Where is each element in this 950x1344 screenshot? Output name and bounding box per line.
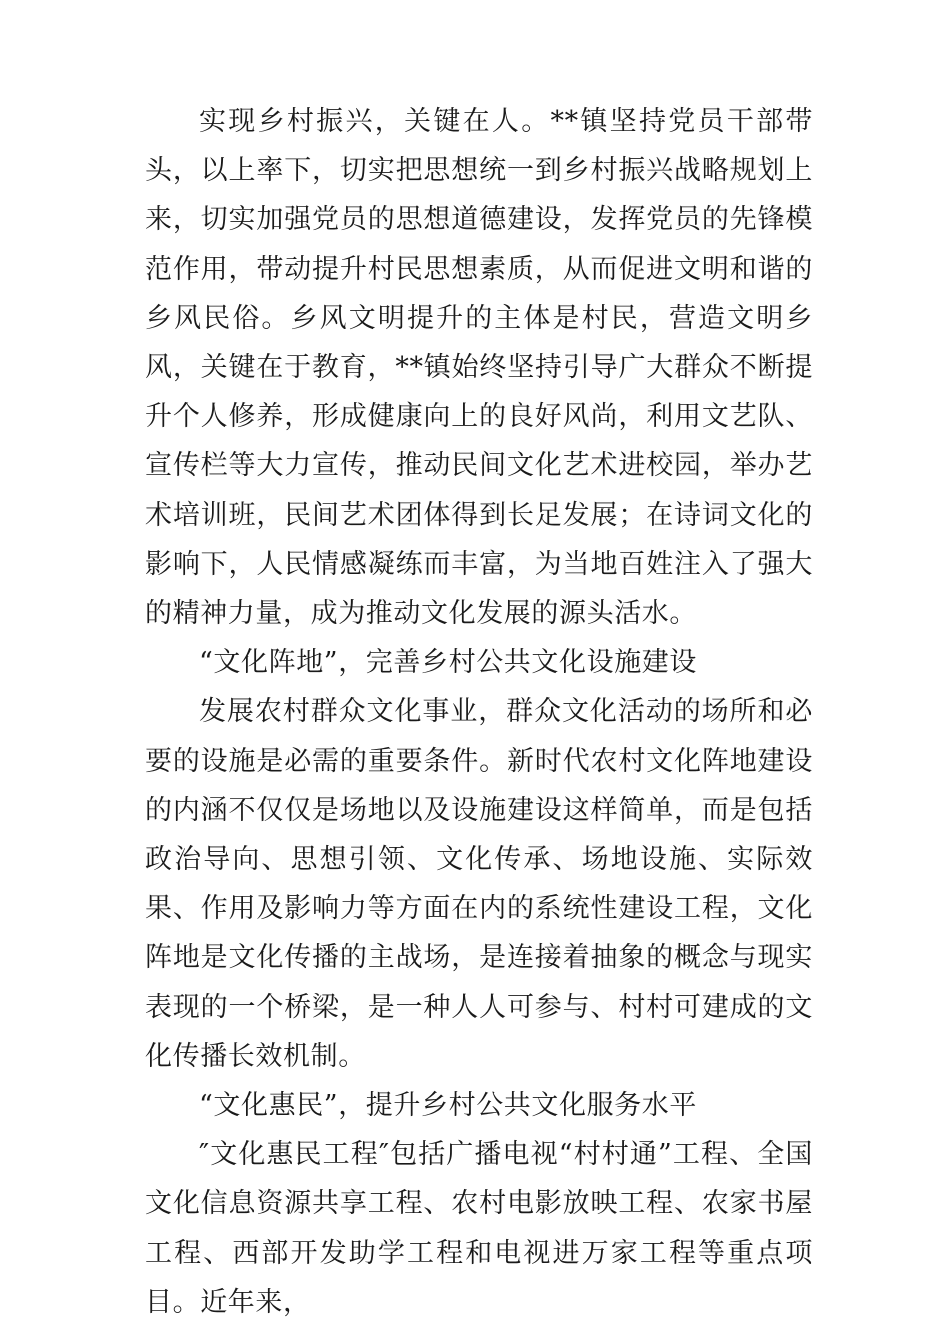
document-body xyxy=(145,97,813,1327)
paragraph-cultural-facilities: 发展农村群众文化事业，群众文化活动的场所和必要的设施是必需的重要条件。新时代农村文化阵地建设的内涵不仅仅是场地以及设施建设这样简单，而是包括政治导向、思想引领、文化传承、场地设施、实际效果、作用及影响力等方面在内的系统性建设工程，文化阵地是文化传播的主战场，是连接着抽象的概念与现实表现的一个桥梁，是一种人人可参与、村村可建成的文化传播长效机制。 xyxy=(145,696,813,1072)
paragraph-rural-revitalization: 实现乡村振兴，关键在人。**镇坚持党员干部带头，以上率下，切实把思想统一到乡村振兴战略规划上来，切实加强党员的思想道德建设，发挥党员的先锋模范作用，带动提升村民思想素质，从而促进文明和谐的乡风民俗。乡风文明提升的主体是村民，营造文明乡风，关键在于教育，**镇始终坚持引导广大群众不断提升个人修养，形成健康向上的良好风尚，利用文艺队、宣传栏等大力宣传，推动民间文化艺术进校园，举办艺术培训班，民间艺术团体得到长足发展；在诗词文化的影响下，人民情感凝练而丰富，为当地百姓注入了强大的精神力量，成为推动文化发展的源头活水。 xyxy=(145,106,813,630)
paragraph-cultural-projects: ″文化惠民工程″包括广播电视“村村通”工程、全国文化信息资源共享工程、农村电影放映工程、农家书屋工程、西部开发助学工程和电视进万家工程等重点项目。近年来， xyxy=(145,1139,813,1318)
section-heading-cultural-position: “文化阵地”，完善乡村公共文化设施建设 xyxy=(199,647,698,679)
section-heading-cultural-benefit: “文化惠民”，提升乡村公共文化服务水平 xyxy=(199,1090,698,1122)
